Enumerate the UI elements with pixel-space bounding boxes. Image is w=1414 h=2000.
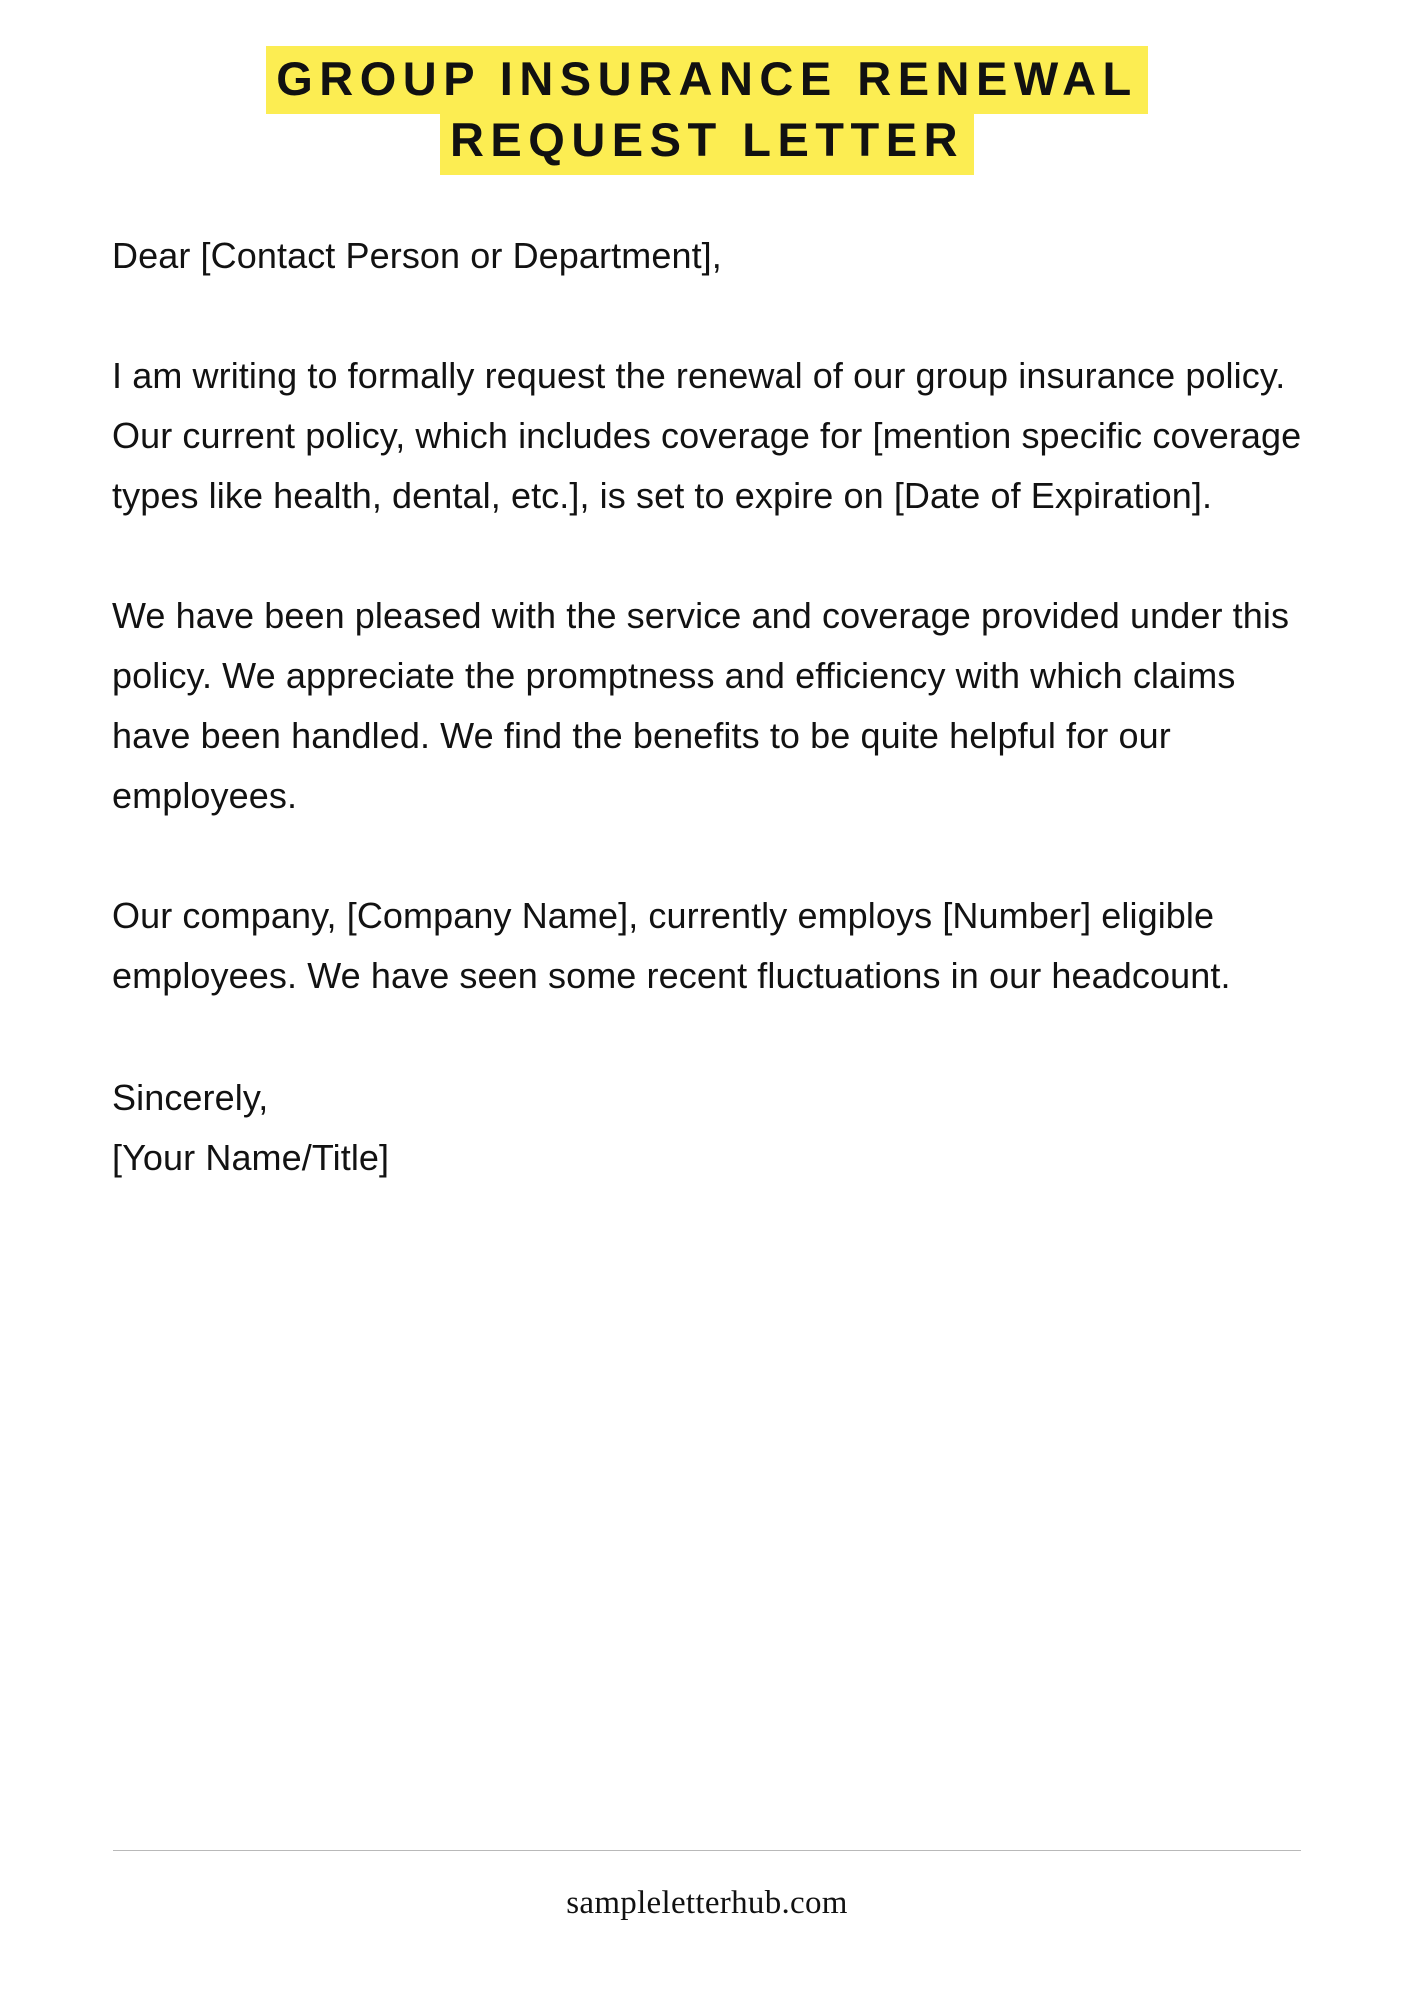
title-highlight-2: REQUEST LETTER	[440, 107, 974, 175]
paragraph-1: I am writing to formally request the renewal of our group insurance policy. Our current policy, which includes coverage for [mention specific coverage types like health, dental, etc.], is set to expire on [Date of Expiration].	[112, 355, 1302, 517]
signature-name: [Your Name/Title]	[112, 1137, 390, 1179]
closing-block	[112, 1068, 1302, 1188]
title-line-1	[0, 48, 1414, 109]
paragraph-3: Our company, [Company Name], currently employs [Number] eligible employees. We have seen some recent fluctuations in our headcount.	[112, 895, 1231, 997]
footer-brand: sampleletterhub.com	[566, 1885, 848, 1921]
salutation: Dear [Contact Person or Department],	[112, 235, 722, 277]
title-highlight-1: GROUP INSURANCE RENEWAL	[266, 46, 1148, 114]
title-line-2	[0, 109, 1414, 170]
closing-salutation: Sincerely,	[112, 1077, 269, 1119]
page-footer	[113, 1850, 1301, 1922]
letter-body	[87, 226, 1327, 1188]
paragraph-2: We have been pleased with the service and coverage provided under this policy. We appreciate the promptness and efficiency with which claims have been handled. We find the benefits to be quite helpful for our employees.	[112, 595, 1290, 817]
page-title	[0, 0, 1414, 170]
footer-divider	[113, 1850, 1301, 1851]
